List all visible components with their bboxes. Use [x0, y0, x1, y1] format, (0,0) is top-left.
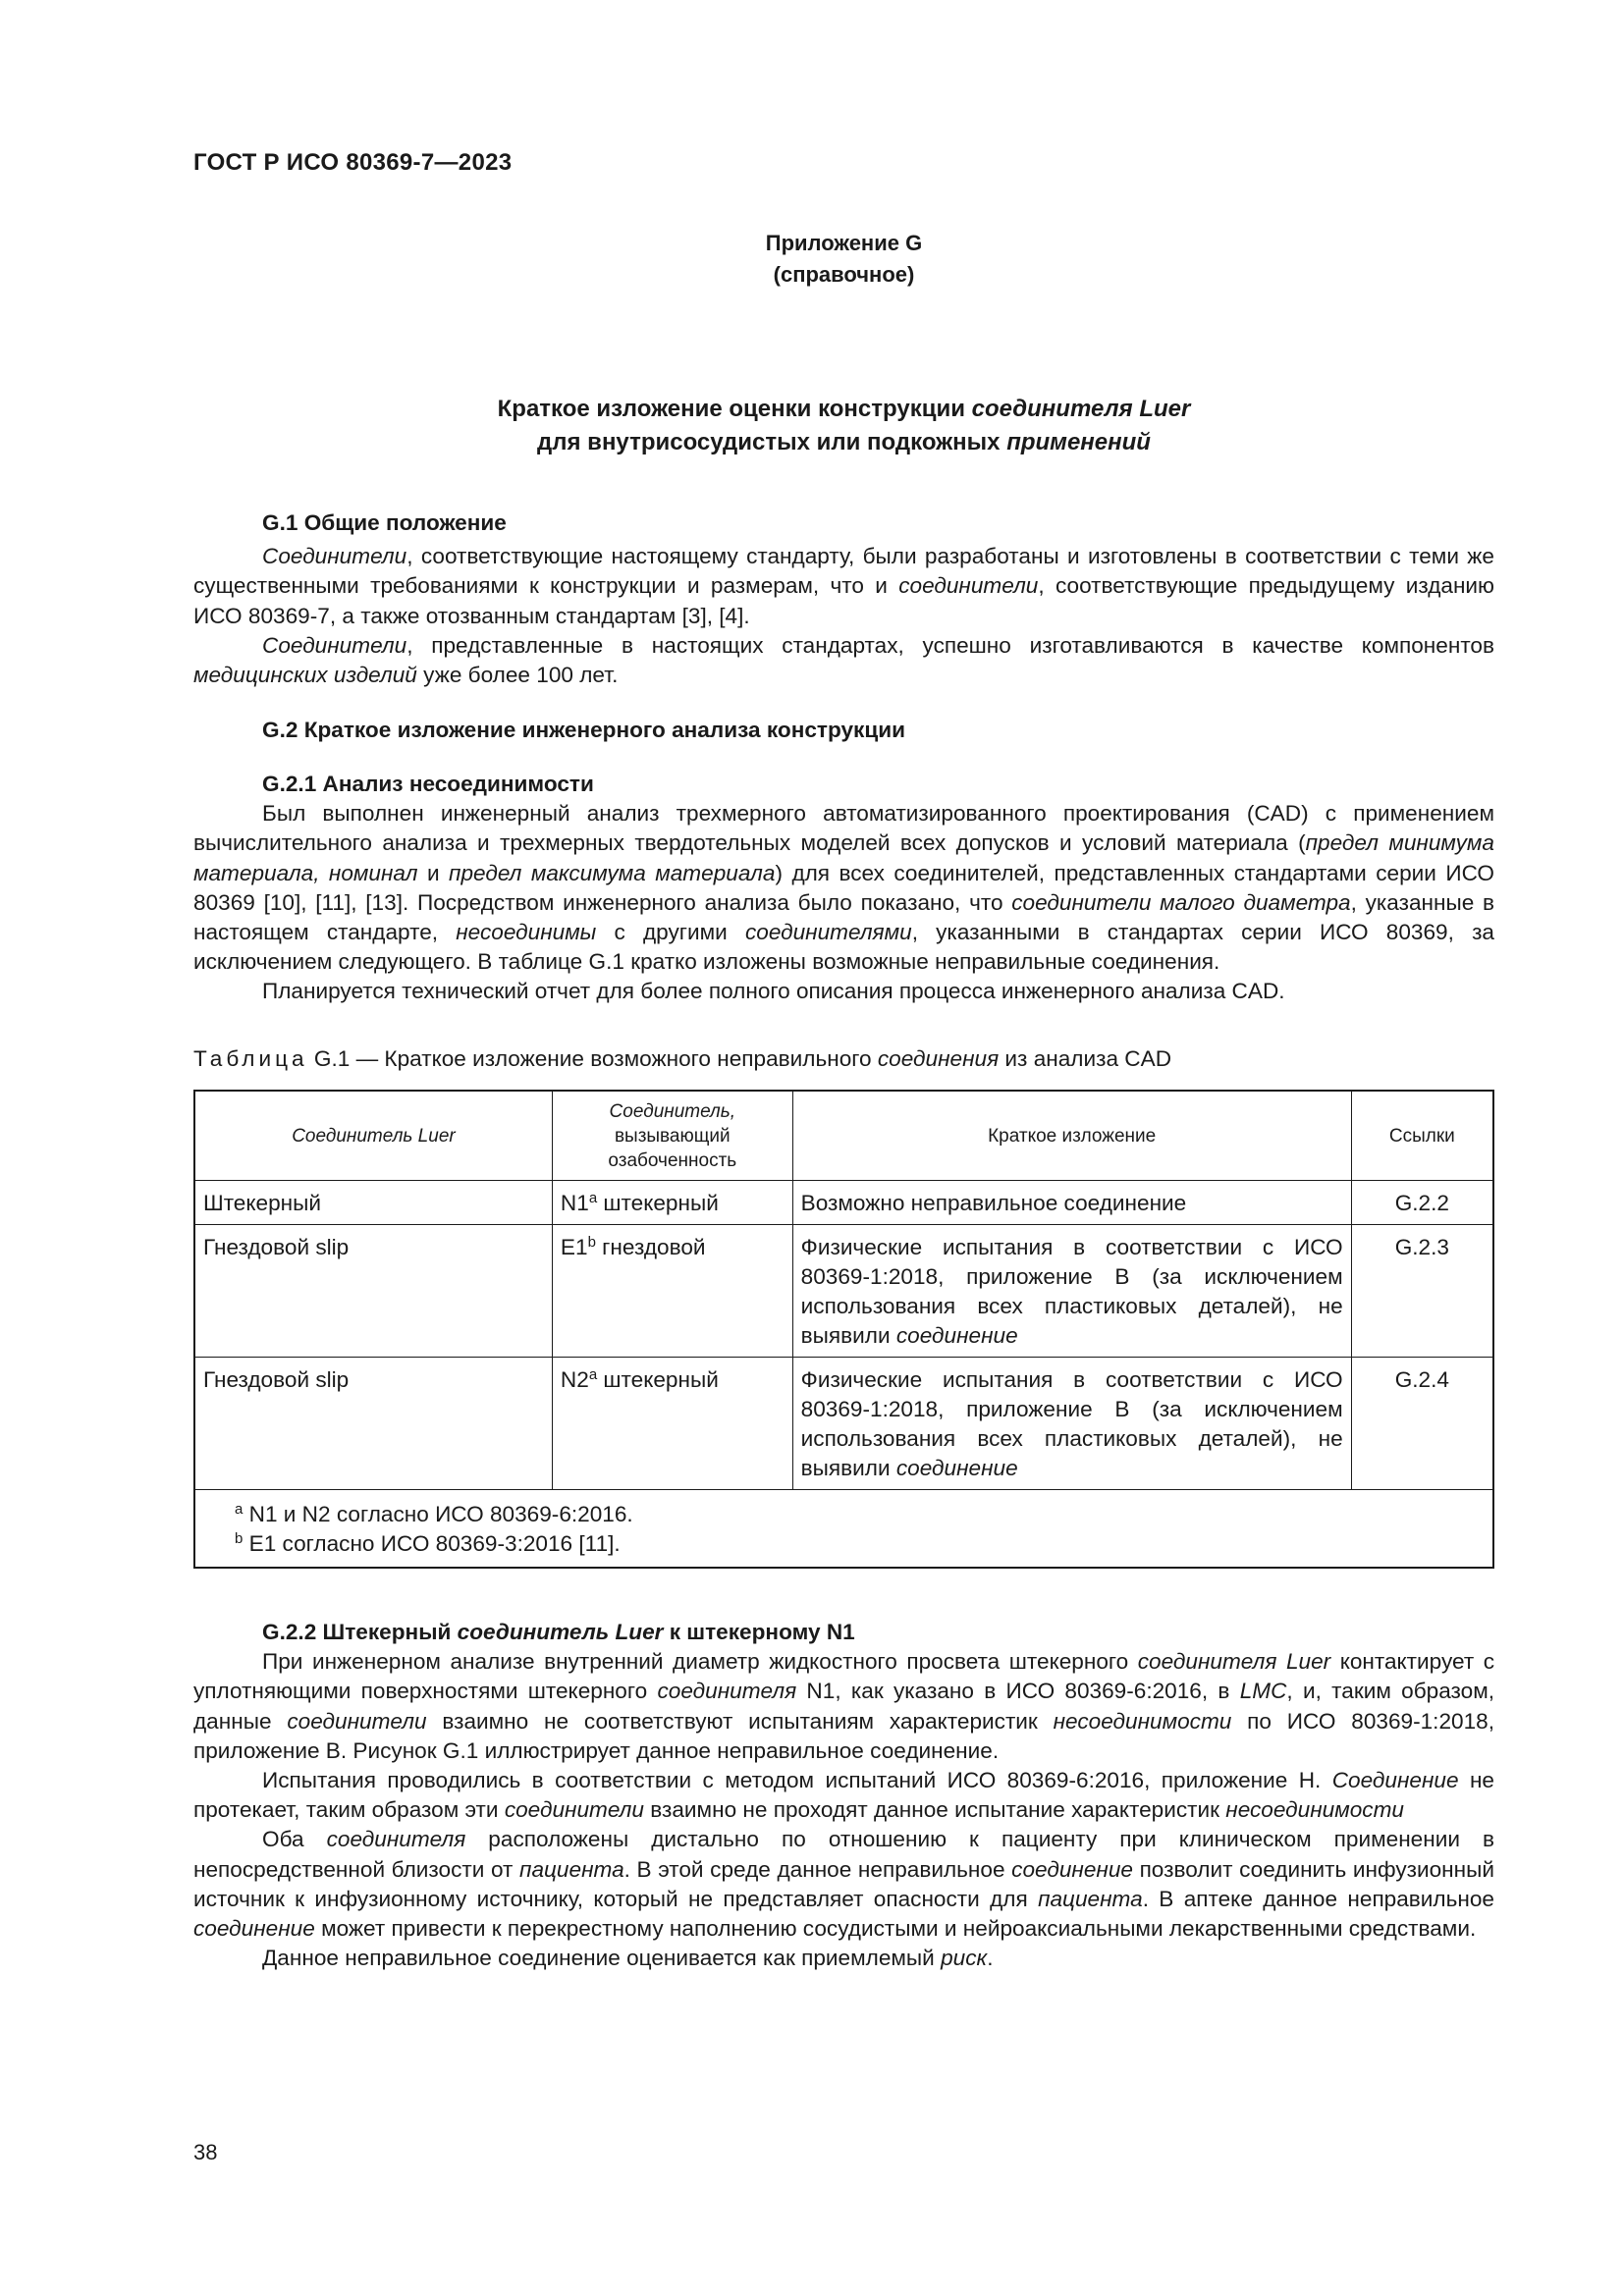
section-g1 — [193, 508, 1494, 690]
table-footnotes — [194, 1490, 1493, 1569]
paragraph: Данное неправильное соединение оценивается как приемлемый риск. — [262, 1946, 994, 1971]
paragraph: Соединители, представленные в настоящих стандартах, успешно изготавливаются в качестве компонентов медицинских изделий уже более 100 лет. — [193, 632, 1494, 688]
page-number: 38 — [193, 2140, 218, 2164]
paragraph: Испытания проводились в соответствии с методом испытаний ИСО 80369-6:2016, приложение Н. Соединение не протекает, таким образом эти соединители взаимно не проходят данное испытание характеристик несоединимости — [193, 1768, 1494, 1823]
column-header: Ссылки — [1351, 1091, 1493, 1181]
section-g22-heading: G.2.2 Штекерный соединитель Luer к штекерному N1 — [262, 1620, 855, 1644]
column-header: Соединитель, вызывающий озабоченность — [552, 1091, 792, 1181]
section-g2-heading: G.2 Краткое изложение инженерного анализа конструкции — [262, 718, 906, 742]
annex-heading: Краткое изложение оценки конструкции соединителя Luer для внутрисосудистых или подкожных применений — [497, 396, 1191, 455]
table-g1 — [193, 1090, 1494, 1569]
column-header: Краткое изложение — [792, 1091, 1351, 1181]
section-g2 — [193, 716, 1494, 745]
table-header-row — [194, 1091, 1493, 1181]
paragraph: При инженерном анализе внутренний диаметр жидкостного просвета штекерного соединителя Luer контактирует с уплотняющими поверхностями штекерного соединителя N1, как указано в ИСО 80369-6:2016, в LMC, и, таким образом, данные соединители взаимно не соответствуют испытаниям характеристик несоединимости по ИСО 80369-1:2018, приложение В. Рисунок G.1 иллюстрирует данное неправильное соединение. — [193, 1649, 1494, 1763]
footnote: $^b$ E1 согласно ИСО 80369-3:2016 [11]. — [235, 1530, 621, 1556]
paragraph: Был выполнен инженерный анализ трехмерного автоматизированного проектирования (CAD) с применением вычислительного анализа и трехмерных твердотельных моделей всех допусков и условий материала (предел минимума материала, номинал и предел максимума материала) для всех соединителей, представленных стандартами серии ИСО 80369 [10], [11], [13]. Посредством инженерного анализа было показано, что соединители малого диаметра, указанные в настоящем стандарте, несоединимы с другими соединителями, указанными в стандартах серии ИСО 80369, за исключением следующего. В таблице G.1 кратко изложены возможные неправильные соединения. — [193, 801, 1495, 975]
table-row: Гнездовой slip E1$^b$ гнездовой Физические испытания в соответствии с ИСО 80369-1:2018, приложение В (за исключением использования всех пластиковых деталей), не выявили соединение G.2.3 — [194, 1225, 1493, 1358]
column-header: Соединитель Luer — [194, 1091, 552, 1181]
section-g1-heading: G.1 Общие положение — [262, 510, 507, 535]
annex-label — [193, 228, 1494, 291]
paragraph: Оба соединителя расположены дистально по отношению к пациенту при клиническом применении в непосредственной близости от пациента. В этой среде данное неправильное соединение позволит соединить инфузионный источник к инфузионному источнику, который не представляет опасности для пациента. В аптеке данное неправильное соединение может привести к перекрестному наполнению сосудистыми и нейроаксиальными лекарственными средствами. — [193, 1827, 1494, 1942]
section-g21 — [193, 770, 1494, 1007]
section-g21-heading: G.2.1 Анализ несоединимости — [262, 772, 594, 796]
table-caption: Таблица G.1 — Краткое изложение возможного неправильного соединения из анализа CAD — [193, 1046, 1172, 1071]
table-row: Штекерный N1$^a$ штекерный Возможно неправильное соединение G.2.2 — [194, 1181, 1493, 1225]
table-row: Гнездовой slip N2$^a$ штекерный Физические испытания в соответствии с ИСО 80369-1:2018, приложение В (за исключением использования всех пластиковых деталей), не выявили соединение G.2.4 — [194, 1358, 1493, 1490]
annex-type: (справочное) — [773, 262, 915, 287]
annex-title: Приложение G — [765, 231, 923, 255]
document-header: ГОСТ Р ИСО 80369-7—2023 — [193, 149, 513, 176]
paragraph: Соединители, соответствующие настоящему стандарту, были разработаны и изготовлены в соответствии с теми же существенными требованиями к конструкции и размерам, что и соединители, соответствующие предыдущему изданию ИСО 80369-7, а также отозванным стандартам [3], [4]. — [193, 544, 1494, 628]
footnote: $^a$ N1 и N2 согласно ИСО 80369-6:2016. — [235, 1501, 633, 1526]
section-g22 — [193, 1618, 1494, 1973]
paragraph: Планируется технический отчет для более полного описания процесса инженерного анализа CAD. — [262, 979, 1285, 1004]
